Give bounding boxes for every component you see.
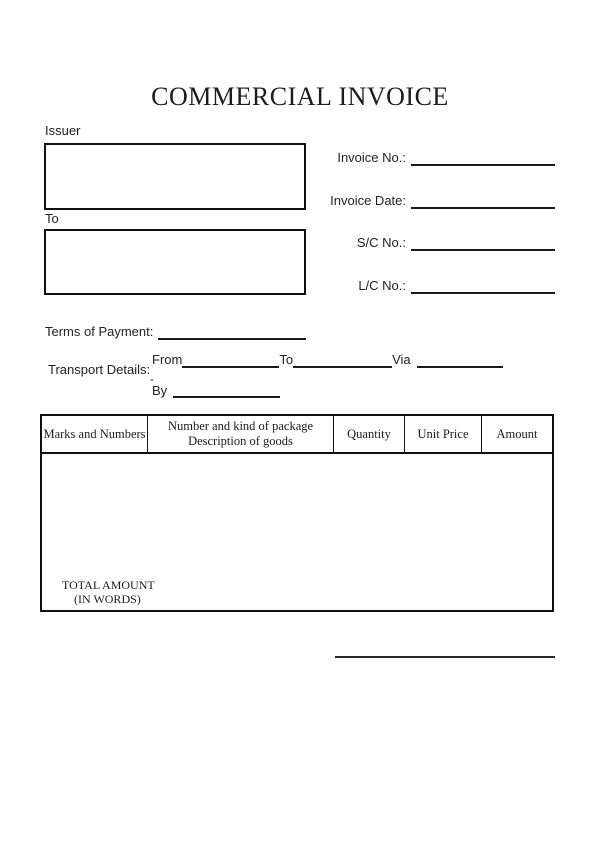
column-header-package-description: [148, 416, 334, 452]
issuer-input-box[interactable]: [44, 143, 306, 210]
invoice-date-blank[interactable]: [411, 192, 555, 209]
total-amount-line2: (IN WORDS): [74, 592, 141, 606]
sc-no-row: [318, 233, 555, 251]
consignee-label: To: [45, 211, 59, 226]
sc-no-blank[interactable]: [411, 234, 555, 251]
total-amount-label: [62, 578, 155, 606]
sc-no-label: S/C No.:: [356, 235, 406, 250]
transport-from-label: From: [152, 352, 183, 367]
consignee-input-box[interactable]: [44, 229, 306, 295]
invoice-no-label: Invoice No.:: [337, 150, 406, 165]
lc-no-blank[interactable]: [411, 277, 555, 294]
lc-no-row: [318, 276, 555, 294]
transport-via-blank[interactable]: [417, 351, 503, 368]
transport-route-row: [152, 350, 515, 368]
terms-of-payment-row: [45, 322, 306, 340]
transport-by-label: By: [152, 383, 168, 398]
page-title: COMMERCIAL INVOICE: [151, 82, 449, 111]
goods-table-header: [42, 416, 552, 454]
transport-to-blank[interactable]: [293, 351, 392, 368]
issuer-label: Issuer: [45, 123, 81, 138]
lc-no-label: L/C No.:: [358, 278, 406, 293]
column-header-unit-price: Unit Price: [405, 416, 482, 452]
signature-line[interactable]: [335, 656, 555, 658]
transport-by-blank[interactable]: [173, 381, 280, 398]
invoice-no-blank[interactable]: [411, 149, 555, 166]
invoice-date-row: [318, 191, 555, 209]
package-header-line1: Number and kind of package: [167, 419, 314, 433]
goods-table-body[interactable]: [42, 454, 552, 610]
package-header-line2: Description of goods: [188, 434, 293, 448]
transport-by-row: [152, 380, 280, 398]
column-header-quantity: Quantity: [334, 416, 405, 452]
transport-details-label: Transport Details:: [48, 362, 151, 377]
continuation-dash: -: [150, 372, 154, 386]
invoice-date-label: Invoice Date:: [330, 193, 406, 208]
terms-of-payment-blank[interactable]: [158, 323, 306, 340]
column-header-amount: Amount: [496, 426, 538, 441]
total-amount-line1: TOTAL AMOUNT: [62, 578, 155, 592]
invoice-no-row: [318, 148, 555, 166]
terms-of-payment-label: Terms of Payment:: [45, 324, 154, 339]
transport-to-label: To: [279, 352, 294, 367]
transport-from-blank[interactable]: [182, 351, 279, 368]
goods-table: [40, 414, 554, 612]
transport-via-label: Via: [392, 352, 411, 367]
column-header-marks-and-numbers: Marks and Numbers: [42, 416, 148, 452]
